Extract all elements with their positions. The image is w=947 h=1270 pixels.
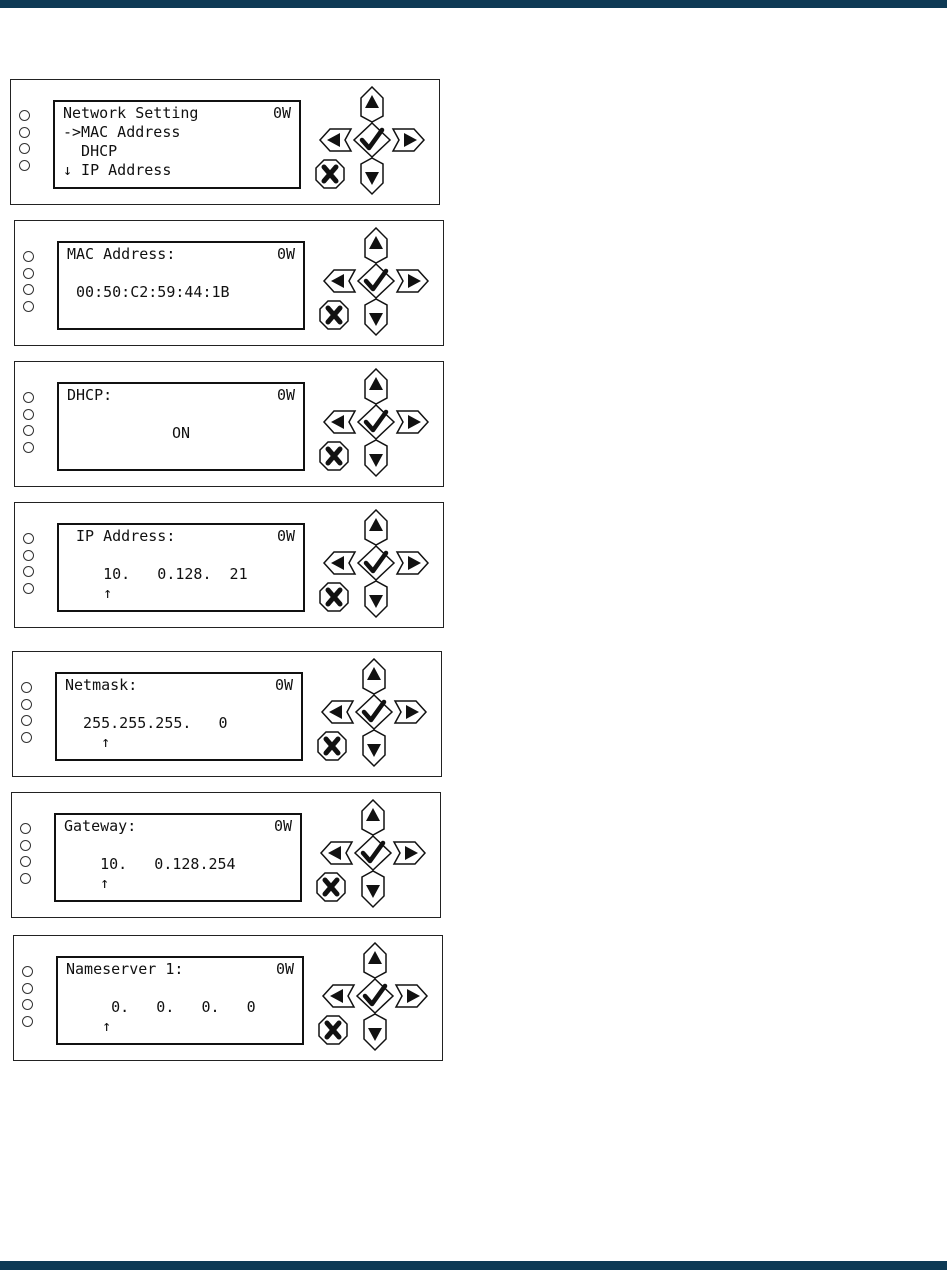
status-led — [23, 409, 34, 420]
lcd-line: ->MAC Address — [63, 123, 181, 141]
lcd-line: ON — [171, 424, 191, 442]
down-button[interactable] — [363, 730, 385, 766]
status-led — [21, 715, 32, 726]
enter-button[interactable] — [357, 979, 393, 1013]
lcd-title: IP Address: — [67, 527, 176, 545]
lcd-line: 10. 0.128. 21 — [67, 565, 248, 583]
lcd-display — [57, 241, 305, 330]
navigation-keypad — [311, 86, 433, 198]
left-button[interactable] — [324, 552, 355, 574]
lcd-power-readout: 0W — [276, 527, 295, 545]
lcd-line: 255.255.255. 0 — [65, 714, 228, 732]
status-led — [19, 160, 30, 171]
right-button[interactable] — [395, 701, 426, 723]
lcd-line: ↑ — [66, 1017, 112, 1035]
lcd-line: 10. 0.128.254 — [64, 855, 236, 873]
down-button[interactable] — [365, 299, 387, 335]
left-button[interactable] — [324, 270, 355, 292]
header-bar — [0, 0, 947, 8]
navigation-keypad — [312, 799, 434, 911]
lcd-line: DHCP — [63, 142, 118, 160]
cancel-button[interactable] — [319, 1016, 347, 1044]
status-led — [23, 425, 34, 436]
cancel-button[interactable] — [320, 442, 348, 470]
lcd-title: DHCP: — [67, 386, 113, 404]
right-button[interactable] — [394, 842, 425, 864]
right-button[interactable] — [397, 270, 428, 292]
up-button[interactable] — [362, 800, 384, 835]
lcd-line: 0. 0. 0. 0 — [66, 998, 256, 1016]
status-led — [20, 856, 31, 867]
lcd-line — [65, 695, 293, 714]
lcd-power-readout: 0W — [272, 104, 291, 122]
lcd-display — [56, 956, 304, 1045]
right-button[interactable] — [397, 411, 428, 433]
cancel-button[interactable] — [317, 873, 345, 901]
status-led — [23, 392, 34, 403]
down-button[interactable] — [361, 158, 383, 194]
enter-button[interactable] — [358, 405, 394, 439]
status-leds — [19, 110, 35, 176]
status-led — [19, 110, 30, 121]
cancel-button[interactable] — [320, 301, 348, 329]
status-leds — [20, 823, 36, 889]
down-button[interactable] — [364, 1014, 386, 1050]
status-led — [23, 583, 34, 594]
enter-button[interactable] — [356, 695, 392, 729]
status-leds — [23, 533, 39, 599]
status-led — [20, 840, 31, 851]
status-led — [23, 442, 34, 453]
up-button[interactable] — [361, 87, 383, 122]
status-led — [20, 873, 31, 884]
up-button[interactable] — [365, 510, 387, 545]
status-led — [23, 284, 34, 295]
lcd-panel-6 — [11, 792, 441, 918]
lcd-line — [67, 264, 295, 283]
navigation-keypad — [314, 942, 436, 1054]
lcd-display — [57, 523, 305, 612]
up-button[interactable] — [365, 369, 387, 404]
lcd-line: ↑ — [65, 733, 111, 751]
status-led — [22, 966, 33, 977]
lcd-line — [64, 836, 292, 855]
status-leds — [23, 251, 39, 317]
lcd-line: 00:50:C2:59:44:1B — [67, 283, 230, 301]
status-led — [20, 823, 31, 834]
navigation-keypad — [315, 368, 437, 480]
status-led — [22, 983, 33, 994]
status-led — [23, 566, 34, 577]
lcd-title: Gateway: — [64, 817, 137, 835]
up-button[interactable] — [363, 659, 385, 694]
lcd-display — [53, 100, 301, 189]
cancel-button[interactable] — [320, 583, 348, 611]
status-led — [23, 550, 34, 561]
lcd-title: Netmask: — [65, 676, 138, 694]
status-leds — [23, 392, 39, 458]
lcd-line: ↑ — [64, 874, 110, 892]
lcd-line: ↑ — [67, 584, 113, 602]
left-button[interactable] — [320, 129, 351, 151]
footer-bar — [0, 1261, 947, 1270]
lcd-power-readout: 0W — [274, 676, 293, 694]
navigation-keypad — [315, 509, 437, 621]
lcd-line — [67, 443, 295, 462]
lcd-line: ↓ IP Address — [63, 161, 172, 179]
lcd-title: Network Setting — [63, 104, 199, 122]
status-led — [19, 143, 30, 154]
left-button[interactable] — [324, 411, 355, 433]
enter-button[interactable] — [355, 836, 391, 870]
lcd-panel-4 — [14, 502, 444, 628]
right-button[interactable] — [397, 552, 428, 574]
lcd-line — [66, 979, 294, 998]
left-button[interactable] — [323, 985, 354, 1007]
cancel-button[interactable] — [318, 732, 346, 760]
up-button[interactable] — [365, 228, 387, 263]
lcd-power-readout: 0W — [273, 817, 292, 835]
lcd-display — [54, 813, 302, 902]
navigation-keypad — [313, 658, 435, 770]
status-led — [23, 251, 34, 262]
lcd-display — [55, 672, 303, 761]
status-led — [21, 699, 32, 710]
down-button[interactable] — [362, 871, 384, 907]
lcd-display — [57, 382, 305, 471]
down-button[interactable] — [365, 440, 387, 476]
lcd-panel-2 — [14, 220, 444, 346]
lcd-power-readout: 0W — [276, 386, 295, 404]
status-leds — [21, 682, 37, 748]
status-led — [22, 1016, 33, 1027]
lcd-power-readout: 0W — [275, 960, 294, 978]
left-button[interactable] — [321, 842, 352, 864]
lcd-power-readout: 0W — [276, 245, 295, 263]
lcd-panel-7 — [13, 935, 443, 1061]
enter-button[interactable] — [358, 264, 394, 298]
left-button[interactable] — [322, 701, 353, 723]
enter-button[interactable] — [354, 123, 390, 157]
up-button[interactable] — [364, 943, 386, 978]
navigation-keypad — [315, 227, 437, 339]
status-led — [23, 301, 34, 312]
right-button[interactable] — [393, 129, 424, 151]
status-led — [22, 999, 33, 1010]
cancel-button[interactable] — [316, 160, 344, 188]
right-button[interactable] — [396, 985, 427, 1007]
enter-button[interactable] — [358, 546, 394, 580]
status-leds — [22, 966, 38, 1032]
status-led — [23, 268, 34, 279]
status-led — [21, 732, 32, 743]
lcd-line — [67, 302, 295, 321]
lcd-line — [67, 405, 295, 424]
lcd-line — [67, 546, 295, 565]
down-button[interactable] — [365, 581, 387, 617]
status-led — [23, 533, 34, 544]
status-led — [19, 127, 30, 138]
lcd-title: Nameserver 1: — [66, 960, 184, 978]
status-led — [21, 682, 32, 693]
lcd-title: MAC Address: — [67, 245, 176, 263]
lcd-panel-1 — [10, 79, 440, 205]
lcd-panel-5 — [12, 651, 442, 777]
lcd-panel-3 — [14, 361, 444, 487]
